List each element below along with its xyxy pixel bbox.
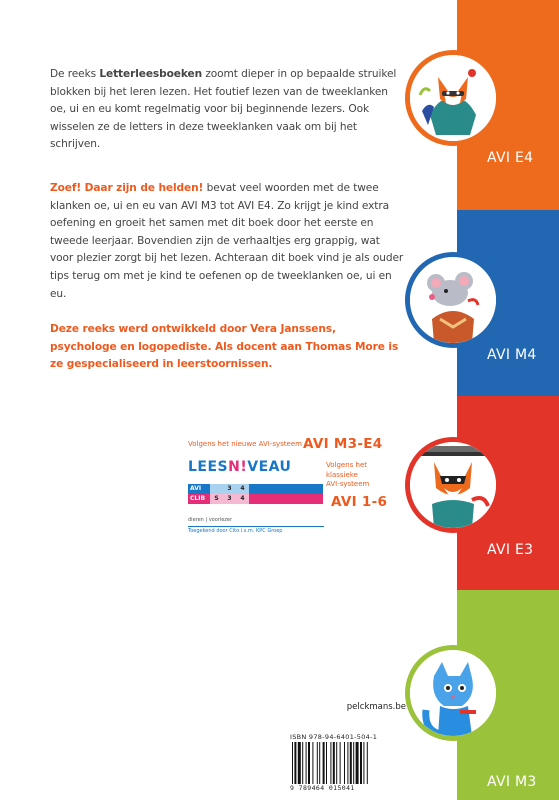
level-label-m3: AVI M3 <box>487 774 537 790</box>
new-system-value: AVI M3-E4 <box>303 436 383 452</box>
level-label-e3: AVI E3 <box>487 542 534 558</box>
level-label-e4: AVI E4 <box>487 150 534 166</box>
author-note: Deze reeks werd ontwikkeld door Vera Janssens, psychologe en logopediste. Als docent aan Thomas More is ze gespecialiseerd in leerstoornissen. <box>50 323 399 371</box>
isbn-number: ISBN 978-94-6401-504-1 <box>290 733 378 741</box>
publisher-url: pelckmans.be <box>346 702 406 712</box>
classic-system-value: AVI 1-6 <box>331 494 388 510</box>
barcode-digits: 9 789464 015041 <box>290 784 355 792</box>
masked-fox-icon <box>405 437 501 533</box>
leesniveau-logo: LEESN!VEAU <box>188 459 292 475</box>
description-paragraph: Zoef! Daar zijn de helden! bevat veel woorden met de twee klanken oe, ui en eu van AVI M3 tot AVI E4. Zo krijgt je kind extra oefening en groeit het samen met dit boek door het eerste en tweede leerjaar. Bovendien zijn de verhaaltjes erg grappig, wat voor plezier zorgt bij het lezen. Achteraan dit boek vind je als ouder tips terug om met je kind te oefenen op de tweeklanken oe, ui en eu. <box>50 182 404 300</box>
classic-system-label: Volgens het klassieke <box>326 461 368 479</box>
clib-row: CLIB S 3 4 <box>188 494 323 504</box>
intro-paragraph: De reeks Letterleesboeken zoomt dieper in op bepaalde struikel blokken bij het leren lezen. Het foutief lezen van de tweeklanken oe, ui en eu komt regelmatig voor bij beginnende lezers. Ook wisselen ze de letters in deze tweeklanken vaak om bij het schrijven. <box>50 68 397 151</box>
leesniveau-footnote: dieren | voorlezer <box>188 517 233 523</box>
rat-hero-icon <box>405 252 501 348</box>
leesniveau-credit: Toegekend door Cito i.s.m. KPC Groep <box>188 526 324 534</box>
barcode <box>290 742 406 784</box>
leesniveau-badge <box>188 436 408 550</box>
blue-cat-icon <box>405 645 501 741</box>
series-name: Letterleesboeken <box>99 68 203 80</box>
avi-row: AVI 3 4 <box>188 484 323 494</box>
level-grid <box>188 484 323 504</box>
new-system-label: Volgens het nieuwe AVI-systeem <box>188 440 302 448</box>
fox-hero-icon <box>405 50 501 146</box>
classic-system-label-2: AVI-systeem <box>326 480 370 488</box>
book-title: Zoef! Daar zijn de helden! <box>50 182 204 194</box>
level-label-m4: AVI M4 <box>487 347 537 363</box>
